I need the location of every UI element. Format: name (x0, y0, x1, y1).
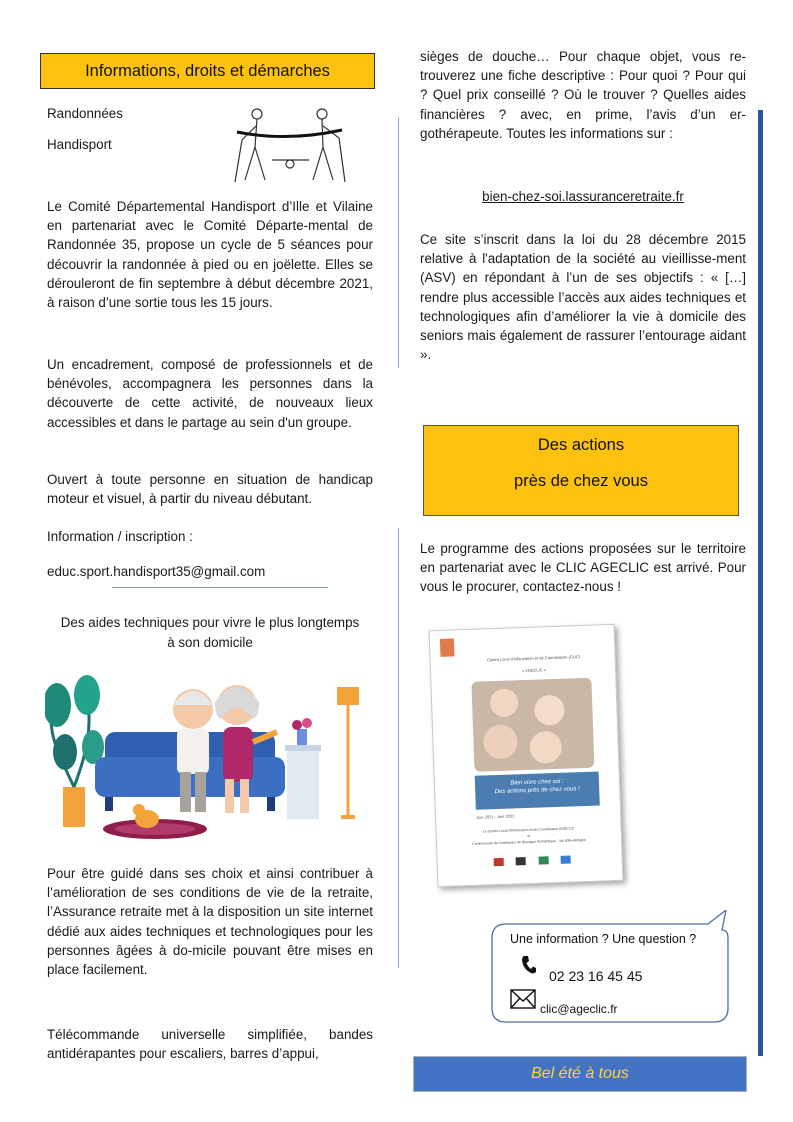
phone-icon (521, 955, 537, 975)
brochure-cover (429, 624, 624, 887)
paragraph-telecommande: Télécommande universelle simplifiée, bandes antidérapantes pour escaliers, barres d’appui, (47, 1027, 373, 1062)
summer-banner (413, 1056, 747, 1092)
brochure-footer-2: et (527, 833, 531, 839)
contact-title: Une information ? Une question ? (510, 932, 697, 946)
label-randonnees: Randonnées (47, 106, 123, 121)
paragraph-ouvert: Ouvert à toute personne en situation de handicap moteur et visuel, à partir du niveau débutant. (47, 472, 373, 507)
website-link[interactable]: bien-chez-soi.lassuranceretraite.fr (482, 189, 684, 204)
actions-title-box (423, 425, 739, 516)
actions-title-line-1: Des actions (537, 436, 625, 454)
paragraph-sieges: sièges de douche… Pour chaque objet, vous re-trouverez une fiche descriptive : Pour quoi ? Pour qui ? Quel prix conseillé ? Où le trouver ? Quelles aides financières ? avec, en prime, l’avis d’un er-gothérapeute. Toutes les informations sur : (420, 49, 746, 141)
brochure-partner-logos (493, 850, 573, 863)
brochure-banner-line-1: Bien vivre chez soi : (510, 778, 564, 787)
summer-banner-text: Bel été à tous (531, 1065, 629, 1082)
brochure-heading: Centre Local d'Information et de Coordination (CLIC) (486, 654, 581, 663)
paragraph-handisport: Le Comité Départemental Handisport d’Ille et Vilaine en partenariat avec le Comité Départe-mental de Randonnée 35, propose un cycle de 5 séances pour découvrir la randonnée à pied ou en joëlette. Elles se dérouleront de fin septembre à début décembre 2021, à raison d’une sortie tous les 15 jours. (47, 199, 373, 311)
brochure-photo (471, 678, 594, 772)
aides-title-line-1: Des aides techniques pour vivre le plus longtemps (60, 615, 360, 630)
contact-mail[interactable]: clic@ageclic.fr (540, 1002, 618, 1016)
label-handisport: Handisport (47, 137, 112, 152)
brochure-subheading: « AGECLIC » (521, 667, 547, 674)
column-divider-bottom (398, 528, 399, 968)
brochure-logo (440, 638, 455, 656)
contact-email[interactable]: educ.sport.handisport35@gmail.com (47, 564, 266, 579)
brochure-banner-line-2: Des actions près de chez vous ! (494, 786, 580, 796)
paragraph-programme: Le programme des actions proposées sur le territoire en partenariat avec le CLIC AGECLIC est arrivé. Pour vous le procurer, contactez-nous ! (420, 541, 746, 595)
paragraph-encadrement: Un encadrement, composé de professionnels et de bénévoles, accompagnera les personnes dans la découverte de cette activité, de nouveaux lieux accessibles et dans le partage au sein d'un groupe. (47, 357, 373, 430)
aides-title-line-2: à son domicile (167, 635, 253, 650)
brochure-dates: Juin 2021 - Juin 2022 (476, 813, 515, 820)
contact-phone[interactable]: 02 23 16 45 45 (549, 968, 643, 984)
seniors-couch-illustration (45, 657, 375, 842)
brochure-banner (475, 771, 600, 809)
actions-title-line-2: près de chez vous (514, 472, 648, 490)
info-label: Information / inscription : (47, 529, 193, 544)
divider (112, 587, 328, 588)
right-edge-bar (758, 110, 763, 1056)
brochure-footer-1: Le Centre Local d'Information et de Coordination AGECLIC (482, 826, 575, 834)
brochure-footer-3: Communauté de communes de Bretagne Romantique · Val d'Ille-Aubigné (472, 837, 586, 846)
hikers-illustration (227, 102, 357, 188)
column-divider-top (398, 118, 399, 368)
section-title: Informations, droits et démarches (85, 62, 330, 80)
paragraph-loi: Ce site s’inscrit dans la loi du 28 décembre 2015 relative à l'adaptation de la société au vieillisse-ment (ASV) en répondant à l’un de ses objectifs : « […] rendre plus accessible l’accès aux aides techniques et technologiques afin d’améliorer la vie à domicile des seniors mais également de rassurer l’entourage aidant ». (420, 232, 746, 363)
envelope-icon (510, 989, 536, 1009)
paragraph-assurance-retraite: Pour être guidé dans ses choix et ainsi contribuer à l’amélioration de ses conditions de vie de la retraite, l’Assurance retraite met à la disposition un site internet dédié aux aides techniques et technologiques pour les personnes âgées à do-micile pouvant être mises en place facilement. (47, 866, 373, 978)
section-title-box (40, 53, 375, 89)
